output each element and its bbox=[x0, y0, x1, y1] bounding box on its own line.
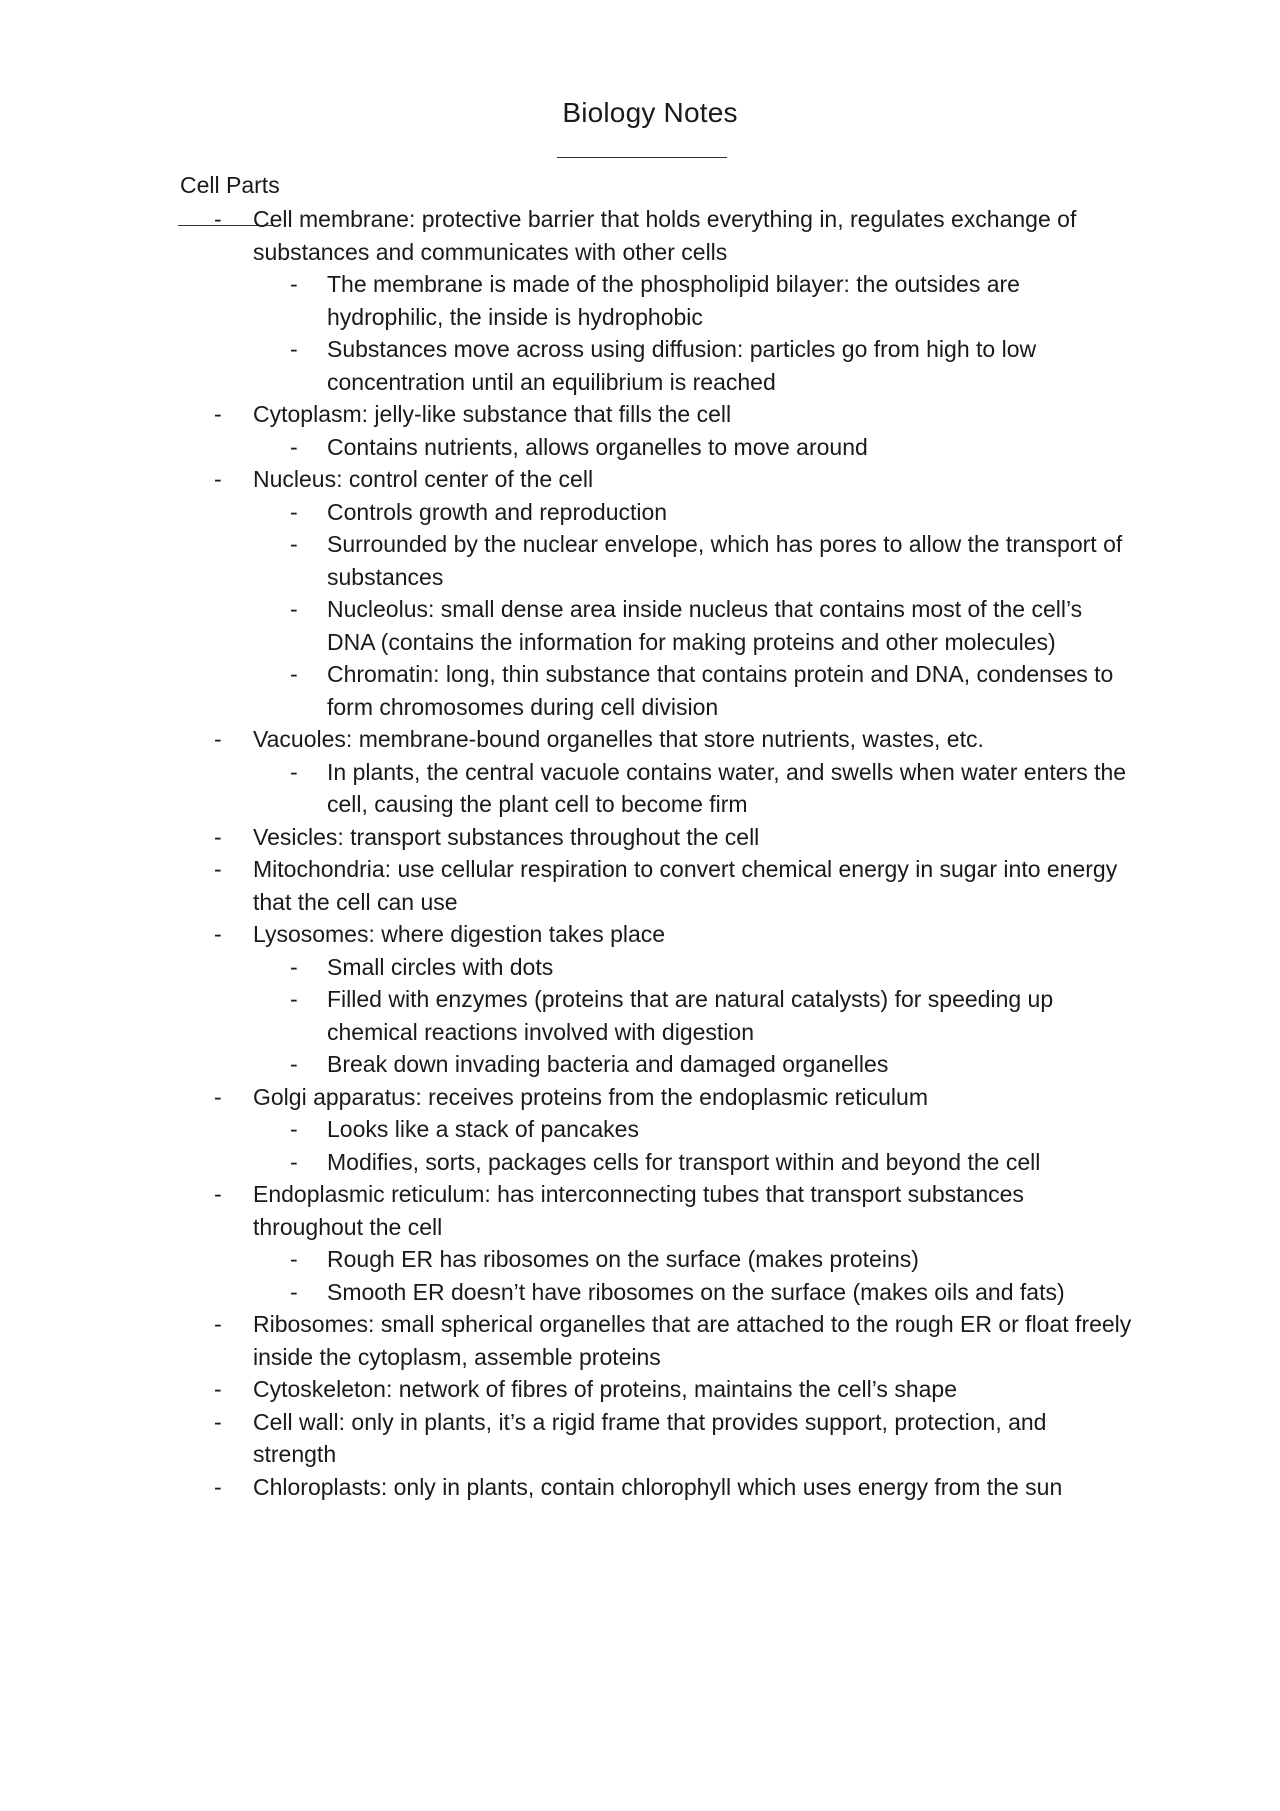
bullet-dash: - bbox=[290, 433, 298, 460]
list-item-text: Vesicles: transport substances throughout the cell bbox=[253, 823, 760, 850]
bullet-dash: - bbox=[290, 1246, 298, 1272]
list-item bbox=[0, 1471, 1280, 1504]
list-item-text: Cell membrane: protective barrier that holds everything in, regulates exchange of substances and communicates with other cells bbox=[253, 206, 1077, 265]
list-item-text: Filled with enzymes (proteins that are natural catalysts) for speeding up chemical reactions involved with digestion bbox=[327, 986, 1054, 1045]
list-item-text: Surrounded by the nuclear envelope, which has pores to allow the transport of substances bbox=[327, 531, 1123, 590]
list-item-text: Golgi apparatus: receives proteins from the endoplasmic reticulum bbox=[253, 1083, 928, 1110]
list-item-text: Substances move across using diffusion: particles go from high to low concentration until an equilibrium is reached bbox=[327, 336, 1037, 395]
bullet-dash: - bbox=[290, 758, 298, 785]
bullet-dash: - bbox=[290, 336, 298, 362]
list-item-text: Cell wall: only in plants, it’s a rigid frame that provides support, protection, and strength bbox=[253, 1408, 1047, 1467]
bullet-dash: - bbox=[290, 498, 298, 525]
list-item-text: Chloroplasts: only in plants, contain chlorophyll which uses energy from the sun bbox=[253, 1473, 1063, 1500]
list-item bbox=[0, 1081, 1280, 1114]
list-item-text: Nucleus: control center of the cell bbox=[253, 466, 594, 492]
bullet-dash: - bbox=[290, 1148, 298, 1175]
list-item-text: Chromatin: long, thin substance that contains protein and DNA, condenses to form chromosomes during cell division bbox=[327, 661, 1114, 720]
bullet-dash: - bbox=[214, 1473, 222, 1500]
list-item-text: Looks like a stack of pancakes bbox=[327, 1116, 639, 1142]
bullet-dash: - bbox=[214, 856, 222, 882]
list-item bbox=[0, 203, 1280, 268]
bullet-dash: - bbox=[214, 206, 222, 232]
list-item bbox=[0, 1178, 1280, 1243]
page-title: Biology Notes bbox=[562, 97, 738, 128]
sub-list-item bbox=[0, 1113, 1280, 1146]
list-item-text: Modifies, sorts, packages cells for transport within and beyond the cell bbox=[327, 1148, 1041, 1175]
sub-list-item bbox=[0, 951, 1280, 984]
sub-list-item bbox=[0, 431, 1280, 464]
list-item-text: Small circles with dots bbox=[327, 953, 554, 980]
list-item bbox=[0, 463, 1280, 496]
list-item bbox=[0, 853, 1280, 918]
bullet-dash: - bbox=[214, 401, 222, 427]
sub-list-item bbox=[0, 756, 1280, 821]
list-item bbox=[0, 918, 1280, 951]
bullet-dash: - bbox=[214, 823, 222, 850]
list-item-text: Controls growth and reproduction bbox=[327, 498, 668, 525]
notes-list bbox=[0, 203, 1280, 1503]
section-heading: Cell Parts bbox=[180, 172, 280, 198]
bullet-dash: - bbox=[214, 1181, 222, 1207]
list-item-text: Contains nutrients, allows organelles to move around bbox=[327, 433, 868, 460]
list-item bbox=[0, 1406, 1280, 1471]
sub-list-item bbox=[0, 1048, 1280, 1081]
bullet-dash: - bbox=[290, 986, 298, 1012]
bullet-dash: - bbox=[290, 953, 298, 980]
sub-list-item bbox=[0, 983, 1280, 1048]
list-item-text: Endoplasmic reticulum: has interconnecting tubes that transport substances throughout the cell bbox=[253, 1181, 1024, 1240]
list-item-text: The membrane is made of the phospholipid bilayer: the outsides are hydrophilic, the inside is hydrophobic bbox=[327, 271, 1020, 330]
list-item-text: Lysosomes: where digestion takes place bbox=[253, 921, 666, 947]
list-item-text: Break down invading bacteria and damaged organelles bbox=[327, 1051, 889, 1077]
bullet-dash: - bbox=[290, 531, 298, 557]
bullet-dash: - bbox=[214, 1376, 222, 1402]
sub-list-item bbox=[0, 593, 1280, 658]
list-item-text: Nucleolus: small dense area inside nucleus that contains most of the cell’s DNA (contains the information for making proteins and other molecules) bbox=[327, 596, 1083, 655]
list-item-text: In plants, the central vacuole contains water, and swells when water enters the cell, causing the plant cell to become firm bbox=[327, 758, 1127, 817]
bullet-dash: - bbox=[214, 921, 222, 947]
list-item-text: Smooth ER doesn’t have ribosomes on the surface (makes oils and fats) bbox=[327, 1278, 1065, 1305]
list-item bbox=[0, 821, 1280, 854]
sub-list-item bbox=[0, 658, 1280, 723]
sub-list-item bbox=[0, 496, 1280, 529]
list-item bbox=[0, 723, 1280, 756]
bullet-dash: - bbox=[214, 1311, 222, 1337]
sub-list-item bbox=[0, 1146, 1280, 1179]
bullet-dash: - bbox=[290, 271, 298, 297]
bullet-dash: - bbox=[214, 1083, 222, 1110]
list-item bbox=[0, 1373, 1280, 1406]
bullet-dash: - bbox=[290, 1051, 298, 1077]
bullet-dash: - bbox=[290, 596, 298, 622]
bullet-dash: - bbox=[290, 1278, 298, 1305]
list-item-text: Ribosomes: small spherical organelles that are attached to the rough ER or float freely inside the cytoplasm, assemble proteins bbox=[253, 1311, 1132, 1370]
sub-list-item bbox=[0, 333, 1280, 398]
list-item-text: Mitochondria: use cellular respiration to convert chemical energy in sugar into energy that the cell can use bbox=[253, 856, 1118, 915]
list-item-text: Rough ER has ribosomes on the surface (makes proteins) bbox=[327, 1246, 919, 1272]
list-item-text: Cytoplasm: jelly-like substance that fills the cell bbox=[253, 401, 732, 427]
sub-list-item bbox=[0, 268, 1280, 333]
list-item bbox=[0, 1308, 1280, 1373]
title-underline bbox=[557, 157, 727, 158]
bullet-dash: - bbox=[290, 1116, 298, 1142]
bullet-dash: - bbox=[290, 661, 298, 687]
bullet-dash: - bbox=[214, 726, 222, 752]
list-item-text: Cytoskeleton: network of fibres of proteins, maintains the cell’s shape bbox=[253, 1376, 957, 1402]
bullet-dash: - bbox=[214, 1408, 222, 1435]
sub-list-item bbox=[0, 528, 1280, 593]
bullet-dash: - bbox=[214, 466, 222, 492]
sub-list-item bbox=[0, 1243, 1280, 1276]
sub-list-item bbox=[0, 1276, 1280, 1309]
list-item-text: Vacuoles: membrane-bound organelles that store nutrients, wastes, etc. bbox=[253, 726, 984, 752]
list-item bbox=[0, 398, 1280, 431]
